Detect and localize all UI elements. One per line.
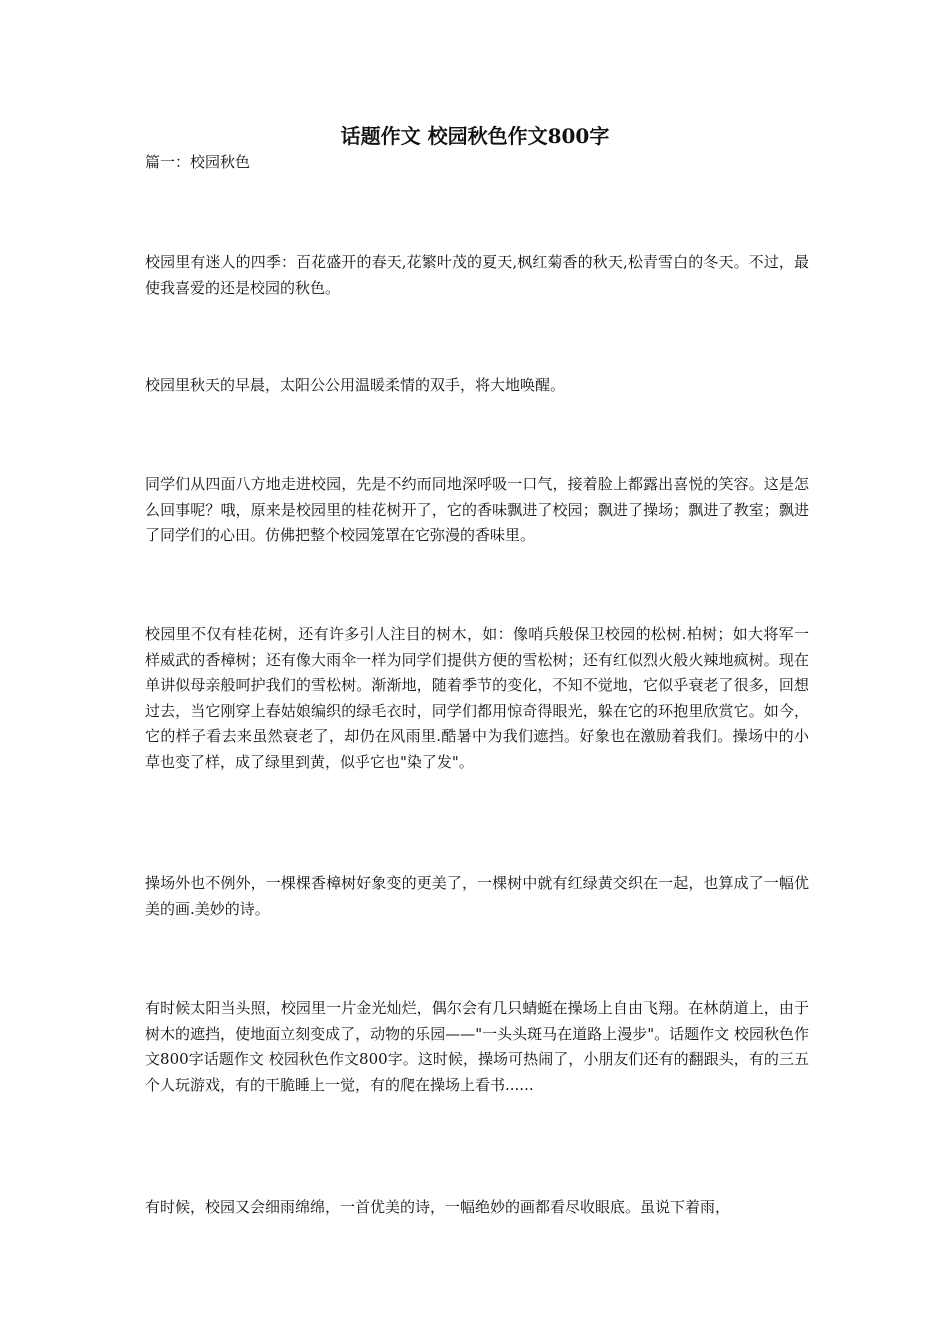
document-title: 话题作文 校园秋色作文800字 <box>340 124 610 148</box>
section-heading: 篇一：校园秋色 <box>145 153 251 171</box>
paragraph-3: 同学们从四面八方地走进校园，先是不约而同地深呼吸一口气，接着脸上都露出喜悦的笑容。这是怎么回事呢？哦，原来是校园里的桂花树开了，它的香味飘进了校园；飘进了操场；飘进了教室；飘进了同学们的心田。仿佛把整个校园笼罩在它弥漫的香味里。 <box>145 475 809 544</box>
paragraph-6: 有时候太阳当头照，校园里一片金光灿烂，偶尔会有几只蜻蜓在操场上自由飞翔。在林荫道上，由于树木的遮挡，使地面立刻变成了，动物的乐园——"一头头斑马在道路上漫步"。话题作文 校园秋色作文800字话题作文 校园秋色作文800字。这时候，操场可热闹了，小朋友们还有的翻跟头，有的三五个人玩游戏，有的干脆睡上一觉，有的爬在操场上看书...... <box>145 999 809 1094</box>
paragraph-1: 校园里有迷人的四季：百花盛开的春天,花繁叶茂的夏天,枫红菊香的秋天,松青雪白的冬天。不过，最使我喜爱的还是校园的秋色。 <box>145 253 809 297</box>
paragraph-7: 有时候，校园又会细雨绵绵，一首优美的诗，一幅绝妙的画都看尽收眼底。虽说下着雨， <box>145 1198 731 1216</box>
paragraph-5: 操场外也不例外，一棵棵香樟树好象变的更美了，一棵树中就有红绿黄交织在一起，也算成了一幅优美的画.美妙的诗。 <box>145 874 809 918</box>
paragraph-2: 校园里秋天的早晨，太阳公公用温暖柔情的双手，将大地唤醒。 <box>145 376 566 394</box>
paragraph-4: 校园里不仅有桂花树，还有许多引人注目的树木，如：像哨兵般保卫校园的松树.柏树；如大将军一样威武的香樟树；还有像大雨伞一样为同学们提供方便的雪松树；还有红似烈火般火辣地疯树。现在单讲似母亲般呵护我们的雪松树。渐渐地，随着季节的变化，不知不觉地，它似乎衰老了很多，回想过去，当它刚穿上春姑娘编织的绿毛衣时，同学们都用惊奇得眼光，躲在它的环抱里欣赏它。如今，它的样子看去来虽然衰老了，却仍在风雨里.酷暑中为我们遮挡。好象也在激励着我们。操场中的小草也变了样，成了绿里到黄，似乎它也"染了发"。 <box>145 625 809 771</box>
